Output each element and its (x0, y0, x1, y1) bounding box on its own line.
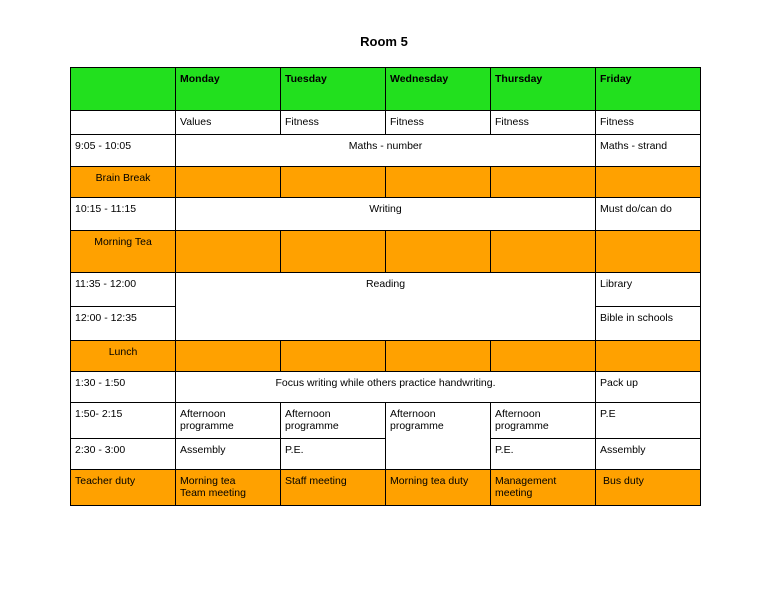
focus-writing-row (71, 371, 701, 402)
afternoon-monday: Afternoon programme (176, 402, 281, 438)
assembly-tuesday: P.E. (281, 438, 386, 469)
reading-friday-1: Library (596, 272, 701, 306)
morning-tea-cell (386, 230, 491, 272)
brain-break-label: Brain Break (71, 166, 176, 197)
lunch-row (71, 340, 701, 371)
writing-time: 10:15 - 11:15 (71, 197, 176, 230)
lunch-cell (281, 340, 386, 371)
afternoon-time: 1:50- 2:15 (71, 402, 176, 438)
morning-tea-cell (281, 230, 386, 272)
duty-monday-line2: Team meeting (180, 487, 246, 500)
reading-time-1: 11:35 - 12:00 (71, 272, 176, 306)
timetable (70, 67, 701, 506)
header-corner (71, 68, 176, 111)
duty-friday: Bus duty (596, 469, 701, 505)
reading-friday-2: Bible in schools (596, 306, 701, 340)
duty-tuesday: Staff meeting (281, 469, 386, 505)
focus-friday: Pack up (596, 371, 701, 402)
duty-row (71, 469, 701, 505)
brain-break-cell (596, 166, 701, 197)
brain-break-cell (386, 166, 491, 197)
header-monday: Monday (176, 68, 281, 111)
values-friday: Fitness (596, 111, 701, 135)
values-thursday: Fitness (491, 111, 596, 135)
lunch-cell (386, 340, 491, 371)
maths-row (71, 134, 701, 166)
header-wednesday: Wednesday (386, 68, 491, 111)
morning-tea-cell (176, 230, 281, 272)
assembly-monday: Assembly (176, 438, 281, 469)
afternoon-wednesday: Afternoon programme (386, 402, 491, 469)
values-tuesday: Fitness (281, 111, 386, 135)
afternoon-friday: P.E (596, 402, 701, 438)
maths-time: 9:05 - 10:05 (71, 134, 176, 166)
reading-time-2: 12:00 - 12:35 (71, 306, 176, 340)
lunch-cell (176, 340, 281, 371)
lunch-cell (491, 340, 596, 371)
maths-span: Maths - number (176, 134, 596, 166)
writing-row (71, 197, 701, 230)
focus-time: 1:30 - 1:50 (71, 371, 176, 402)
duty-thursday (491, 469, 596, 505)
brain-break-cell (176, 166, 281, 197)
header-row (71, 68, 701, 111)
writing-span: Writing (176, 197, 596, 230)
values-row (71, 111, 701, 135)
brain-break-row (71, 166, 701, 197)
duty-thursday-line1: Management (495, 474, 557, 487)
header-friday: Friday (596, 68, 701, 111)
afternoon-row (71, 402, 701, 438)
reading-span: Reading (176, 272, 596, 340)
morning-tea-label: Morning Tea (71, 230, 176, 272)
maths-friday: Maths - strand (596, 134, 701, 166)
brain-break-cell (491, 166, 596, 197)
assembly-time: 2:30 - 3:00 (71, 438, 176, 469)
focus-span: Focus writing while others practice handwriting. (176, 371, 596, 402)
morning-tea-row (71, 230, 701, 272)
duty-label: Teacher duty (71, 469, 176, 505)
writing-friday: Must do/can do (596, 197, 701, 230)
page-title: Room 5 (360, 34, 408, 49)
header-thursday: Thursday (491, 68, 596, 111)
duty-monday (176, 469, 281, 505)
lunch-cell (596, 340, 701, 371)
afternoon-thursday: Afternoon programme (491, 402, 596, 438)
assembly-friday: Assembly (596, 438, 701, 469)
afternoon-tuesday: Afternoon programme (281, 402, 386, 438)
lunch-label: Lunch (71, 340, 176, 371)
duty-thursday-line2: meeting (495, 487, 533, 500)
values-wednesday: Fitness (386, 111, 491, 135)
morning-tea-cell (491, 230, 596, 272)
header-tuesday: Tuesday (281, 68, 386, 111)
assembly-thursday: P.E. (491, 438, 596, 469)
values-monday: Values (176, 111, 281, 135)
reading-row-1 (71, 272, 701, 306)
brain-break-cell (281, 166, 386, 197)
duty-monday-line1: Morning tea (180, 474, 236, 487)
morning-tea-cell (596, 230, 701, 272)
duty-wednesday: Morning tea duty (386, 469, 491, 505)
values-time-cell (71, 111, 176, 135)
